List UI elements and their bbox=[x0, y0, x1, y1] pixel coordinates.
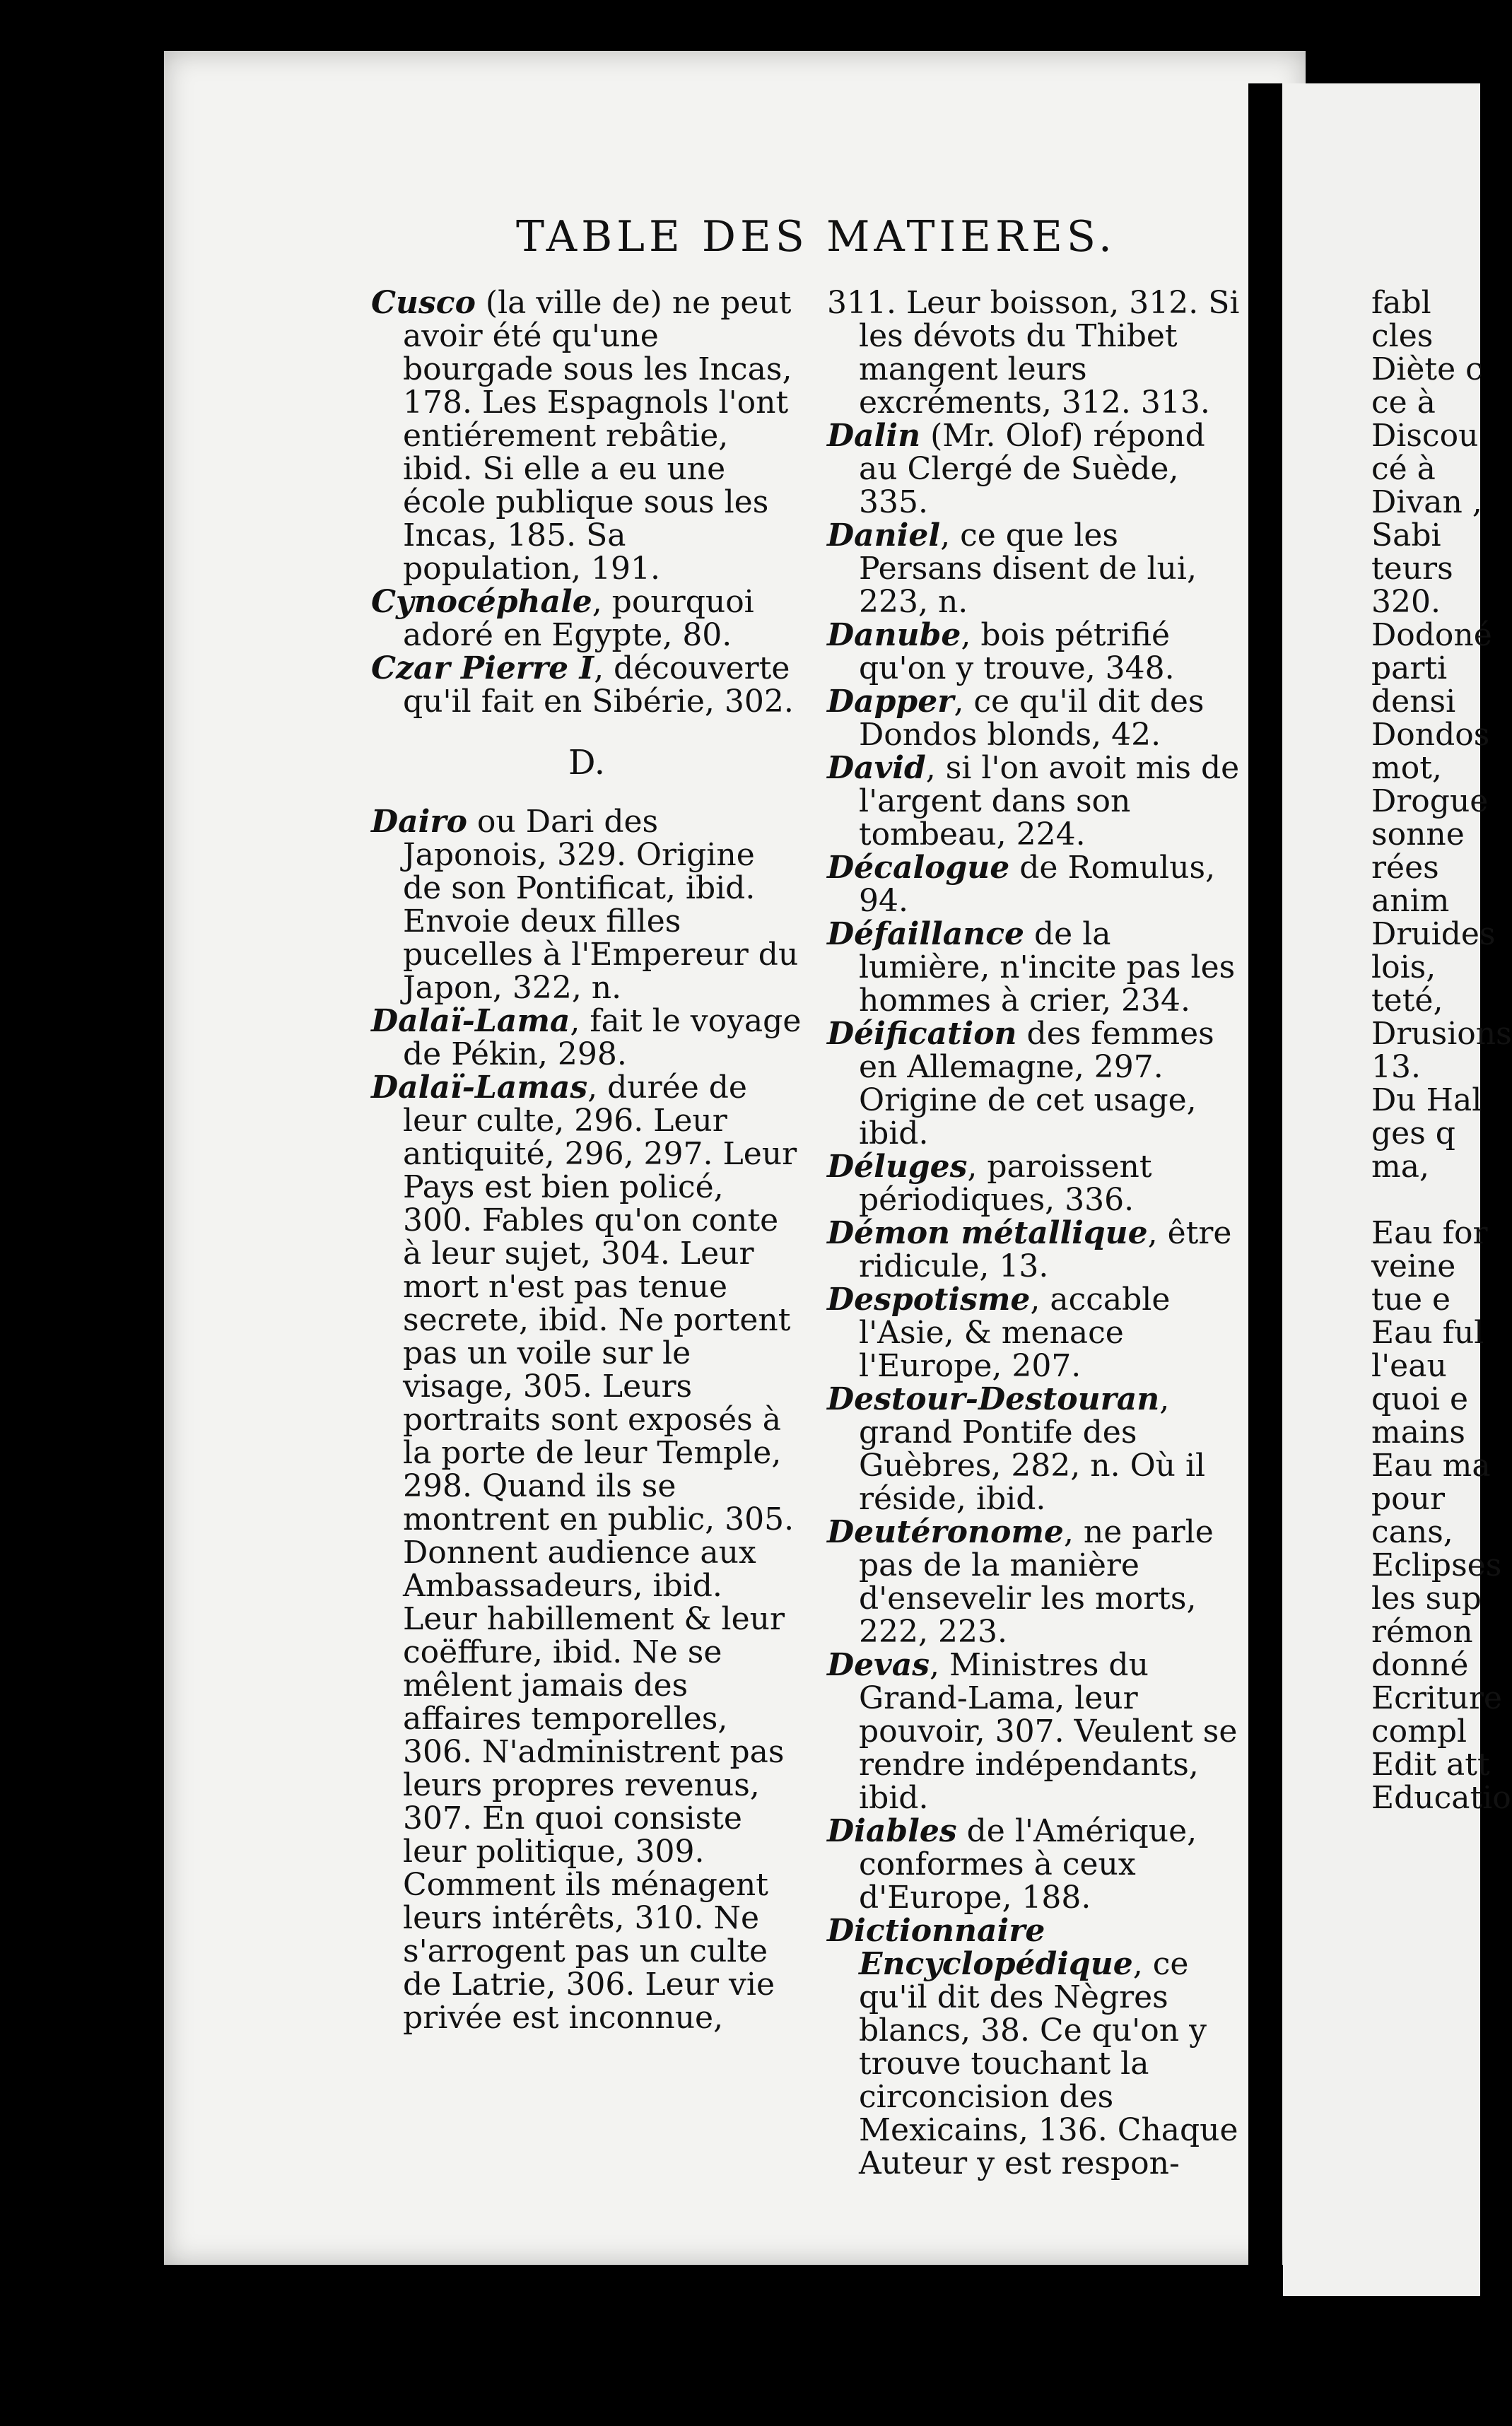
entry-text: , ce que les Persans disent de lui, 223, n. bbox=[859, 517, 1197, 620]
index-entry bbox=[827, 1150, 1248, 1217]
fragment-line: compl bbox=[1371, 1713, 1467, 1750]
fragment-line: cé à bbox=[1371, 451, 1436, 487]
entry-text: (Mr. Olof) répond au Clergé de Suède, 335. bbox=[859, 418, 1205, 520]
entry-text: , si l'on avoit mis de l'argent dans son tombeau, 224. bbox=[859, 750, 1240, 852]
fragment-line: fabl bbox=[1371, 285, 1431, 321]
index-entry bbox=[827, 1017, 1248, 1150]
entry-headword: David bbox=[827, 750, 926, 786]
fragment-line: tue e bbox=[1371, 1282, 1451, 1318]
fragment-line: mains bbox=[1371, 1414, 1465, 1451]
entry-headword: Démon métallique bbox=[827, 1215, 1148, 1251]
entry-text: , ne parle pas de la manière d'ensevelir les morts, 222, 223. bbox=[859, 1514, 1214, 1650]
entry-headword: Devas bbox=[827, 1647, 930, 1683]
column-left bbox=[371, 286, 802, 2034]
fragment-line: Du Hal bbox=[1371, 1082, 1482, 1118]
entry-text: (la ville de) ne peut avoir été qu'une bourgade sous les Incas, 178. Les Espagnols l'ont entiérement rebâtie, ibid. Si elle a eu une école publique sous les Incas, 185. Sa population, 191. bbox=[403, 285, 792, 587]
entry-text: , paroissent périodiques, 336. bbox=[859, 1149, 1152, 1218]
entry-text: , Ministres du Grand-Lama, leur pouvoir, 307. Veulent se rendre indépendants, ibid. bbox=[859, 1647, 1238, 1816]
entry-text: , durée de leur culte, 296. Leur antiquité, 296, 297. Leur Pays est bien policé, 300. Fables qu'on conte à leur sujet, 304. Leur mort n'est pas tenue secrete, ibid. Ne portent pas un voile sur le visage, 305. Leurs portraits sont exposés à la porte de leur Temple, 298. Quand ils se montrent en public, 305. Donnent audience aux Ambassadeurs, ibid. Leur habillement & leur coëffure, ibid. Ne se mêlent jamais des affaires temporelles, 306. N'administrent pas leurs propres revenus, 307. En quoi consiste leur politique, 309. Comment ils ménagent leurs intérêts, 310. Ne s'arrogent pas un culte de Latrie, 306. Leur vie privée est inconnue, bbox=[403, 1070, 797, 2036]
entry-headword: Dairo bbox=[371, 804, 467, 840]
entry-headword: Dalaï-Lamas bbox=[371, 1070, 588, 1106]
entry-headword: Cusco bbox=[371, 285, 476, 321]
fragment-line: pour bbox=[1371, 1481, 1446, 1517]
fragment-line: rées bbox=[1371, 850, 1439, 886]
index-entry bbox=[827, 1648, 1248, 1815]
entry-headword: Dalin bbox=[827, 418, 921, 454]
entry-headword: Déification bbox=[827, 1016, 1017, 1052]
fragment-line: cans, bbox=[1371, 1514, 1453, 1550]
fragment-line bbox=[1371, 1183, 1484, 1217]
index-entry bbox=[827, 1283, 1248, 1383]
entry-headword: Dalaï-Lama bbox=[371, 1003, 570, 1039]
fragment-line: Dodoné bbox=[1371, 617, 1492, 653]
column-middle bbox=[827, 286, 1248, 2180]
column-right-fragment bbox=[1371, 285, 1512, 1816]
index-entry bbox=[827, 619, 1248, 685]
fragment-line: Eau ma bbox=[1371, 1448, 1491, 1484]
fragment-line: sonne bbox=[1371, 816, 1465, 852]
index-entry bbox=[371, 652, 802, 718]
index-entry bbox=[371, 286, 802, 585]
fragment-line: 13. bbox=[1371, 1049, 1421, 1085]
fragment-line: teurs bbox=[1371, 551, 1453, 587]
fragment-line: Divan , bbox=[1371, 484, 1482, 520]
entry-headword: Despotisme bbox=[827, 1282, 1031, 1318]
fragment-line: cles bbox=[1371, 318, 1434, 354]
entry-text: , accable l'Asie, & menace l'Europe, 207. bbox=[859, 1282, 1171, 1384]
entry-headword: Dictionnaire Encyclopédique bbox=[827, 1913, 1133, 1982]
fragment-line: teté, bbox=[1371, 983, 1443, 1019]
fragment-line: anim bbox=[1371, 883, 1450, 919]
index-entry bbox=[827, 751, 1248, 851]
fragment-line: 320. bbox=[1371, 584, 1441, 620]
fragment-line: Eau ful bbox=[1371, 1315, 1484, 1351]
fragment-line: Educatio bbox=[1371, 1780, 1511, 1816]
fragment-line: parti bbox=[1371, 650, 1448, 686]
index-entry bbox=[371, 585, 802, 652]
entry-headword: Destour-Destouran bbox=[827, 1381, 1160, 1417]
entry-text: , grand Pontife des Guèbres, 282, n. Où il réside, ibid. bbox=[859, 1381, 1206, 1517]
fragment-line: Eclipses bbox=[1371, 1547, 1502, 1583]
index-entry bbox=[827, 851, 1248, 918]
fragment-line: densi bbox=[1371, 684, 1456, 720]
entry-headword: Cynocéphale bbox=[371, 584, 592, 620]
index-entry bbox=[827, 1516, 1248, 1648]
fragment-line: Diète c bbox=[1371, 351, 1483, 387]
fragment-line: ma, bbox=[1371, 1149, 1429, 1185]
index-entry bbox=[371, 805, 802, 1004]
entry-text: de l'Amérique, conformes à ceux d'Europe, 188. bbox=[859, 1813, 1197, 1916]
entry-text: des femmes en Allemagne, 297. Origine de cet usage, ibid. bbox=[859, 1016, 1214, 1152]
index-entry bbox=[827, 1217, 1248, 1283]
index-entry bbox=[827, 918, 1248, 1017]
entry-headword: Deutéronome bbox=[827, 1514, 1064, 1550]
fragment-line: Dondos bbox=[1371, 717, 1490, 753]
fragment-line: quoi e bbox=[1371, 1381, 1469, 1417]
entry-headword: Diables bbox=[827, 1813, 957, 1849]
index-entry bbox=[827, 1383, 1248, 1516]
index-entry bbox=[827, 419, 1248, 519]
fragment-line: Eau for bbox=[1371, 1215, 1488, 1251]
fragment-line: Druides bbox=[1371, 916, 1496, 952]
fragment-line: Ecriture bbox=[1371, 1680, 1502, 1716]
entry-headword: Danube bbox=[827, 617, 961, 653]
entry-text: 311. Leur boisson, 312. Si les dévots du Thibet mangent leurs excréments, 312. 313. bbox=[827, 285, 1240, 421]
entry-headword: Défaillance bbox=[827, 916, 1025, 952]
index-entry bbox=[827, 1815, 1248, 1914]
entry-text: ou Dari des Japonois, 329. Origine de son Pontificat, ibid. Envoie deux filles pucelles à l'Empereur du Japon, 322, n. bbox=[403, 804, 799, 1006]
fragment-line: Edit att bbox=[1371, 1747, 1490, 1783]
fragment-line: Discou bbox=[1371, 418, 1479, 454]
section-letter: D. bbox=[568, 743, 606, 783]
fragment-line: donné bbox=[1371, 1647, 1469, 1683]
page-gutter bbox=[1248, 83, 1282, 2296]
entry-headword: Déluges bbox=[827, 1149, 968, 1185]
fragment-line: les sup bbox=[1371, 1581, 1482, 1617]
entry-headword: Décalogue bbox=[827, 850, 1010, 886]
fragment-line: mot, bbox=[1371, 750, 1442, 786]
entry-headword: Czar Pierre I bbox=[371, 650, 594, 686]
index-entry bbox=[827, 519, 1248, 619]
entry-headword: Daniel bbox=[827, 517, 941, 553]
fragment-line: ges q bbox=[1371, 1115, 1455, 1152]
index-entry bbox=[371, 1071, 802, 2034]
page-title: TABLE DES MATIERES. bbox=[516, 212, 1116, 262]
entry-headword: Dapper bbox=[827, 684, 954, 720]
entry-text: , bois pétrifié qu'on y trouve, 348. bbox=[859, 617, 1175, 686]
index-entry bbox=[827, 1914, 1248, 2180]
fragment-line: Drusions bbox=[1371, 1016, 1512, 1052]
entry-text: de la lumière, n'incite pas les hommes à crier, 234. bbox=[859, 916, 1236, 1019]
entry-text: , pourquoi adoré en Egypte, 80. bbox=[403, 584, 754, 653]
fragment-line: veine bbox=[1371, 1248, 1456, 1284]
index-entry bbox=[827, 685, 1248, 751]
index-entry bbox=[827, 286, 1248, 419]
fragment-line: Sabi bbox=[1371, 517, 1441, 553]
fragment-line: lois, bbox=[1371, 949, 1436, 985]
entry-text: , ce qu'il dit des Dondos blonds, 42. bbox=[859, 684, 1205, 753]
fragment-line: Drogue bbox=[1371, 783, 1489, 819]
entry-text: , découverte qu'il fait en Sibérie, 302. bbox=[403, 650, 794, 720]
fragment-line: l'eau bbox=[1371, 1348, 1447, 1384]
entry-text: de Romulus, 94. bbox=[859, 850, 1216, 919]
entry-text: , être ridicule, 13. bbox=[859, 1215, 1232, 1284]
entry-text: , fait le voyage de Pékin, 298. bbox=[403, 1003, 802, 1072]
entry-text: , ce qu'il dit des Nègres blancs, 38. Ce qu'on y trouve touchant la circoncision des Mexicains, 136. Chaque Auteur y est respon- bbox=[859, 1946, 1238, 2181]
fragment-line: ce à bbox=[1371, 385, 1436, 421]
index-entry bbox=[371, 1004, 802, 1071]
fragment-line: rémon bbox=[1371, 1614, 1473, 1650]
